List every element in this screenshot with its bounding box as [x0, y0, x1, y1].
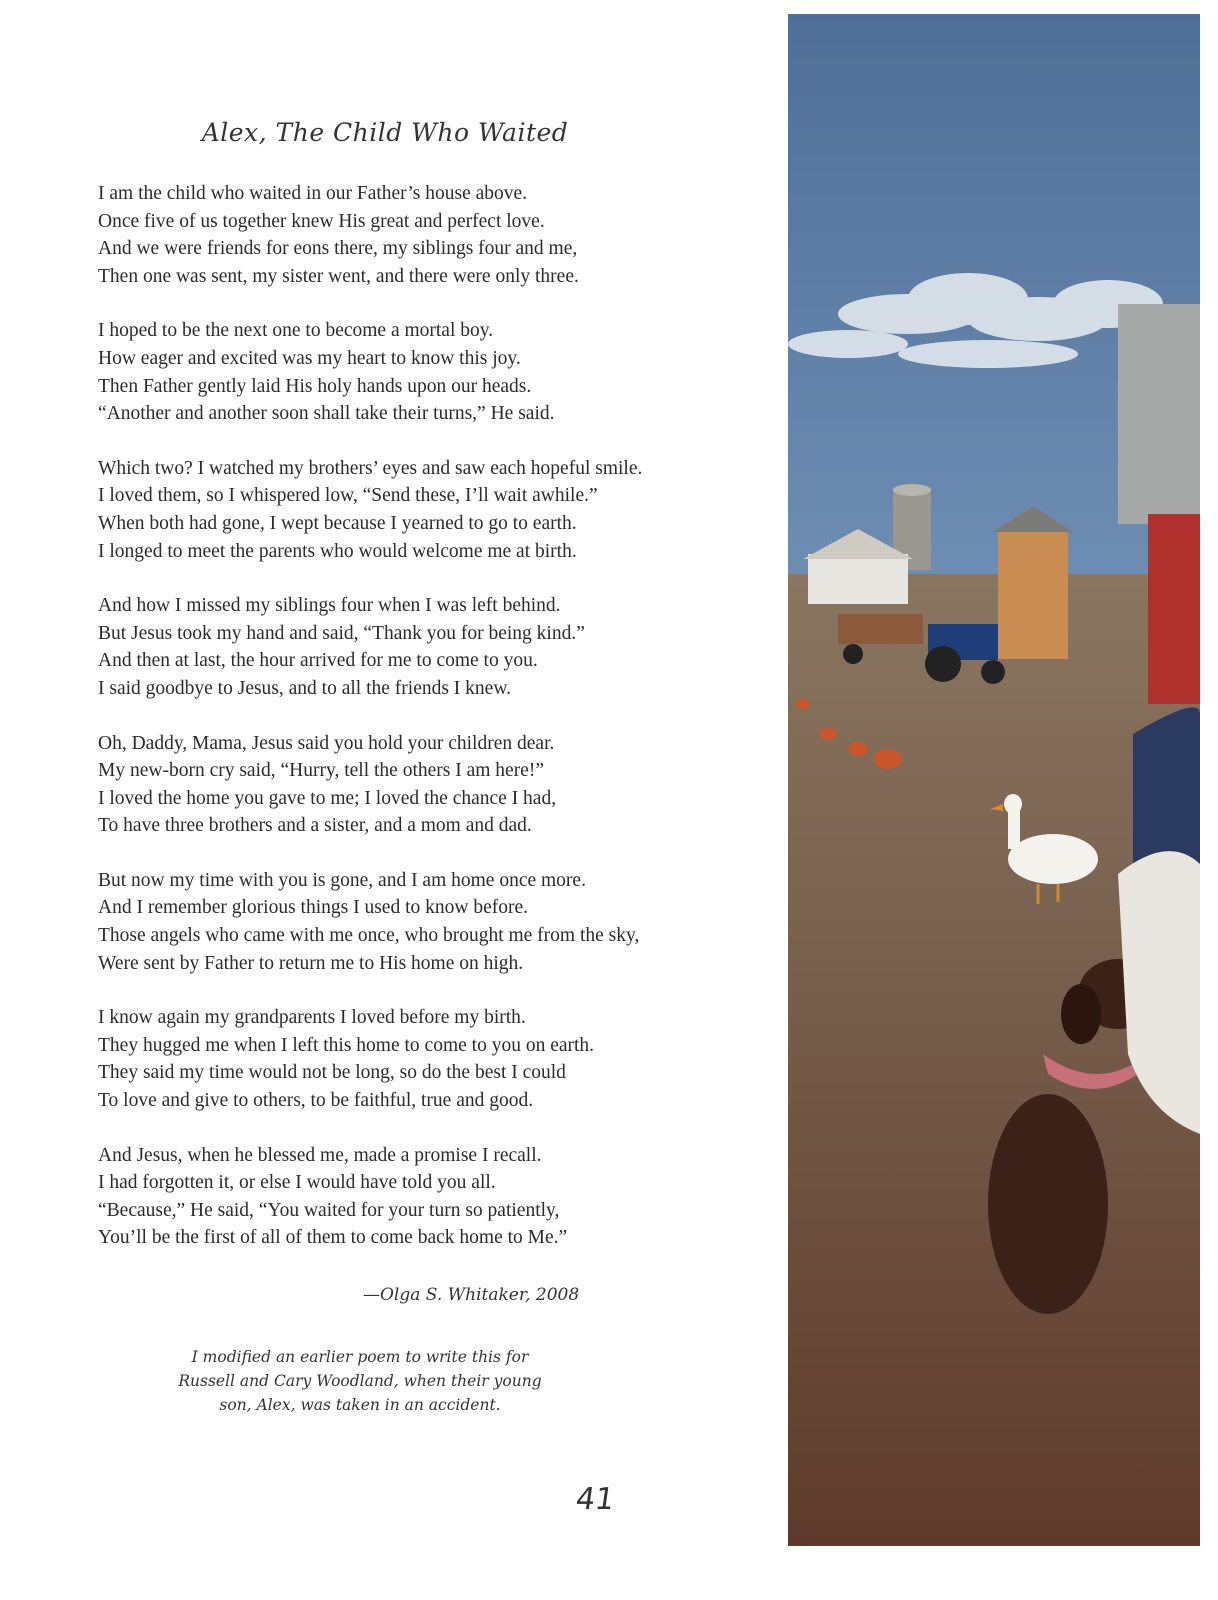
- poem-line: You’ll be the first of all of them to come back home to Me.”: [98, 1227, 568, 1249]
- poem-line: Once five of us together knew His great and perfect love.: [98, 210, 545, 232]
- stanza: [98, 1004, 788, 1114]
- poem-line: And how I missed my siblings four when I was left behind.: [98, 595, 561, 617]
- stanza: [98, 730, 788, 840]
- poem-line: I longed to meet the parents who would welcome me at birth.: [98, 540, 577, 562]
- poem-body: [98, 180, 788, 1279]
- stanza: [98, 592, 788, 702]
- poem-line: I loved them, so I whispered low, “Send these, I’ll wait awhile.”: [98, 485, 598, 507]
- poem-line: To love and give to others, to be faithful, true and good.: [98, 1090, 534, 1112]
- poem-line: Were sent by Father to return me to His home on high.: [98, 952, 524, 974]
- poem-line: Then one was sent, my sister went, and there were only three.: [98, 265, 579, 287]
- poem-line: My new-born cry said, “Hurry, tell the others I am here!”: [98, 760, 544, 782]
- poem-line: They hugged me when I left this home to come to you on earth.: [98, 1034, 595, 1056]
- author-signature: —Olga S. Whitaker, 2008: [363, 1285, 580, 1305]
- poem-line: To have three brothers and a sister, and a mom and dad.: [98, 815, 532, 837]
- poem-line: They said my time would not be long, so do the best I could: [98, 1062, 566, 1084]
- page-number: 41: [573, 1482, 617, 1517]
- poem-line: Which two? I watched my brothers’ eyes and saw each hopeful smile.: [98, 457, 643, 479]
- note-line: Russell and Cary Woodland, when their young: [178, 1372, 542, 1390]
- poem-line: And I remember glorious things I used to know before.: [98, 897, 528, 919]
- poem-line: And we were friends for eons there, my siblings four and me,: [98, 238, 578, 260]
- poem-line: And then at last, the hour arrived for me to come to you.: [98, 650, 538, 672]
- poem-line: “Because,” He said, “You waited for your turn so patiently,: [98, 1199, 560, 1221]
- note-line: son, Alex, was taken in an accident.: [219, 1396, 501, 1414]
- poem-line: I know again my grandparents I loved before my birth.: [98, 1007, 526, 1029]
- poem-line: But Jesus took my hand and said, “Thank you for being kind.”: [98, 622, 585, 644]
- stanza: [98, 180, 788, 290]
- poem-line: I said goodbye to Jesus, and to all the friends I knew.: [98, 677, 512, 699]
- painting-image: [788, 14, 1200, 1546]
- poem-line: Those angels who came with me once, who brought me from the sky,: [98, 925, 640, 947]
- poem-line: And Jesus, when he blessed me, made a promise I recall.: [98, 1144, 542, 1166]
- poem-line: I had forgotten it, or else I would have told you all.: [98, 1172, 496, 1194]
- poem-line: How eager and excited was my heart to know this joy.: [98, 347, 521, 369]
- stanza: [98, 317, 788, 427]
- poem-line: When both had gone, I wept because I yearned to go to earth.: [98, 512, 577, 534]
- farm-scene-painting: [788, 14, 1200, 1546]
- stanza: [98, 1142, 788, 1252]
- author-note: [120, 1345, 600, 1417]
- poem-line: I loved the home you gave to me; I loved the chance I had,: [98, 787, 557, 809]
- stanza: [98, 455, 788, 565]
- poem-line: I am the child who waited in our Father’s house above.: [98, 183, 528, 204]
- poem-title: Alex, The Child Who Waited: [201, 118, 569, 147]
- note-line: I modified an earlier poem to write this for: [191, 1348, 529, 1366]
- poem-line: But now my time with you is gone, and I am home once more.: [98, 869, 586, 891]
- poem-line: “Another and another soon shall take their turns,” He said.: [98, 403, 555, 425]
- stanza: [98, 867, 788, 977]
- poem-line: I hoped to be the next one to become a mortal boy.: [98, 320, 494, 342]
- poem-line: Oh, Daddy, Mama, Jesus said you hold your children dear.: [98, 732, 555, 754]
- poem-line: Then Father gently laid His holy hands upon our heads.: [98, 375, 532, 397]
